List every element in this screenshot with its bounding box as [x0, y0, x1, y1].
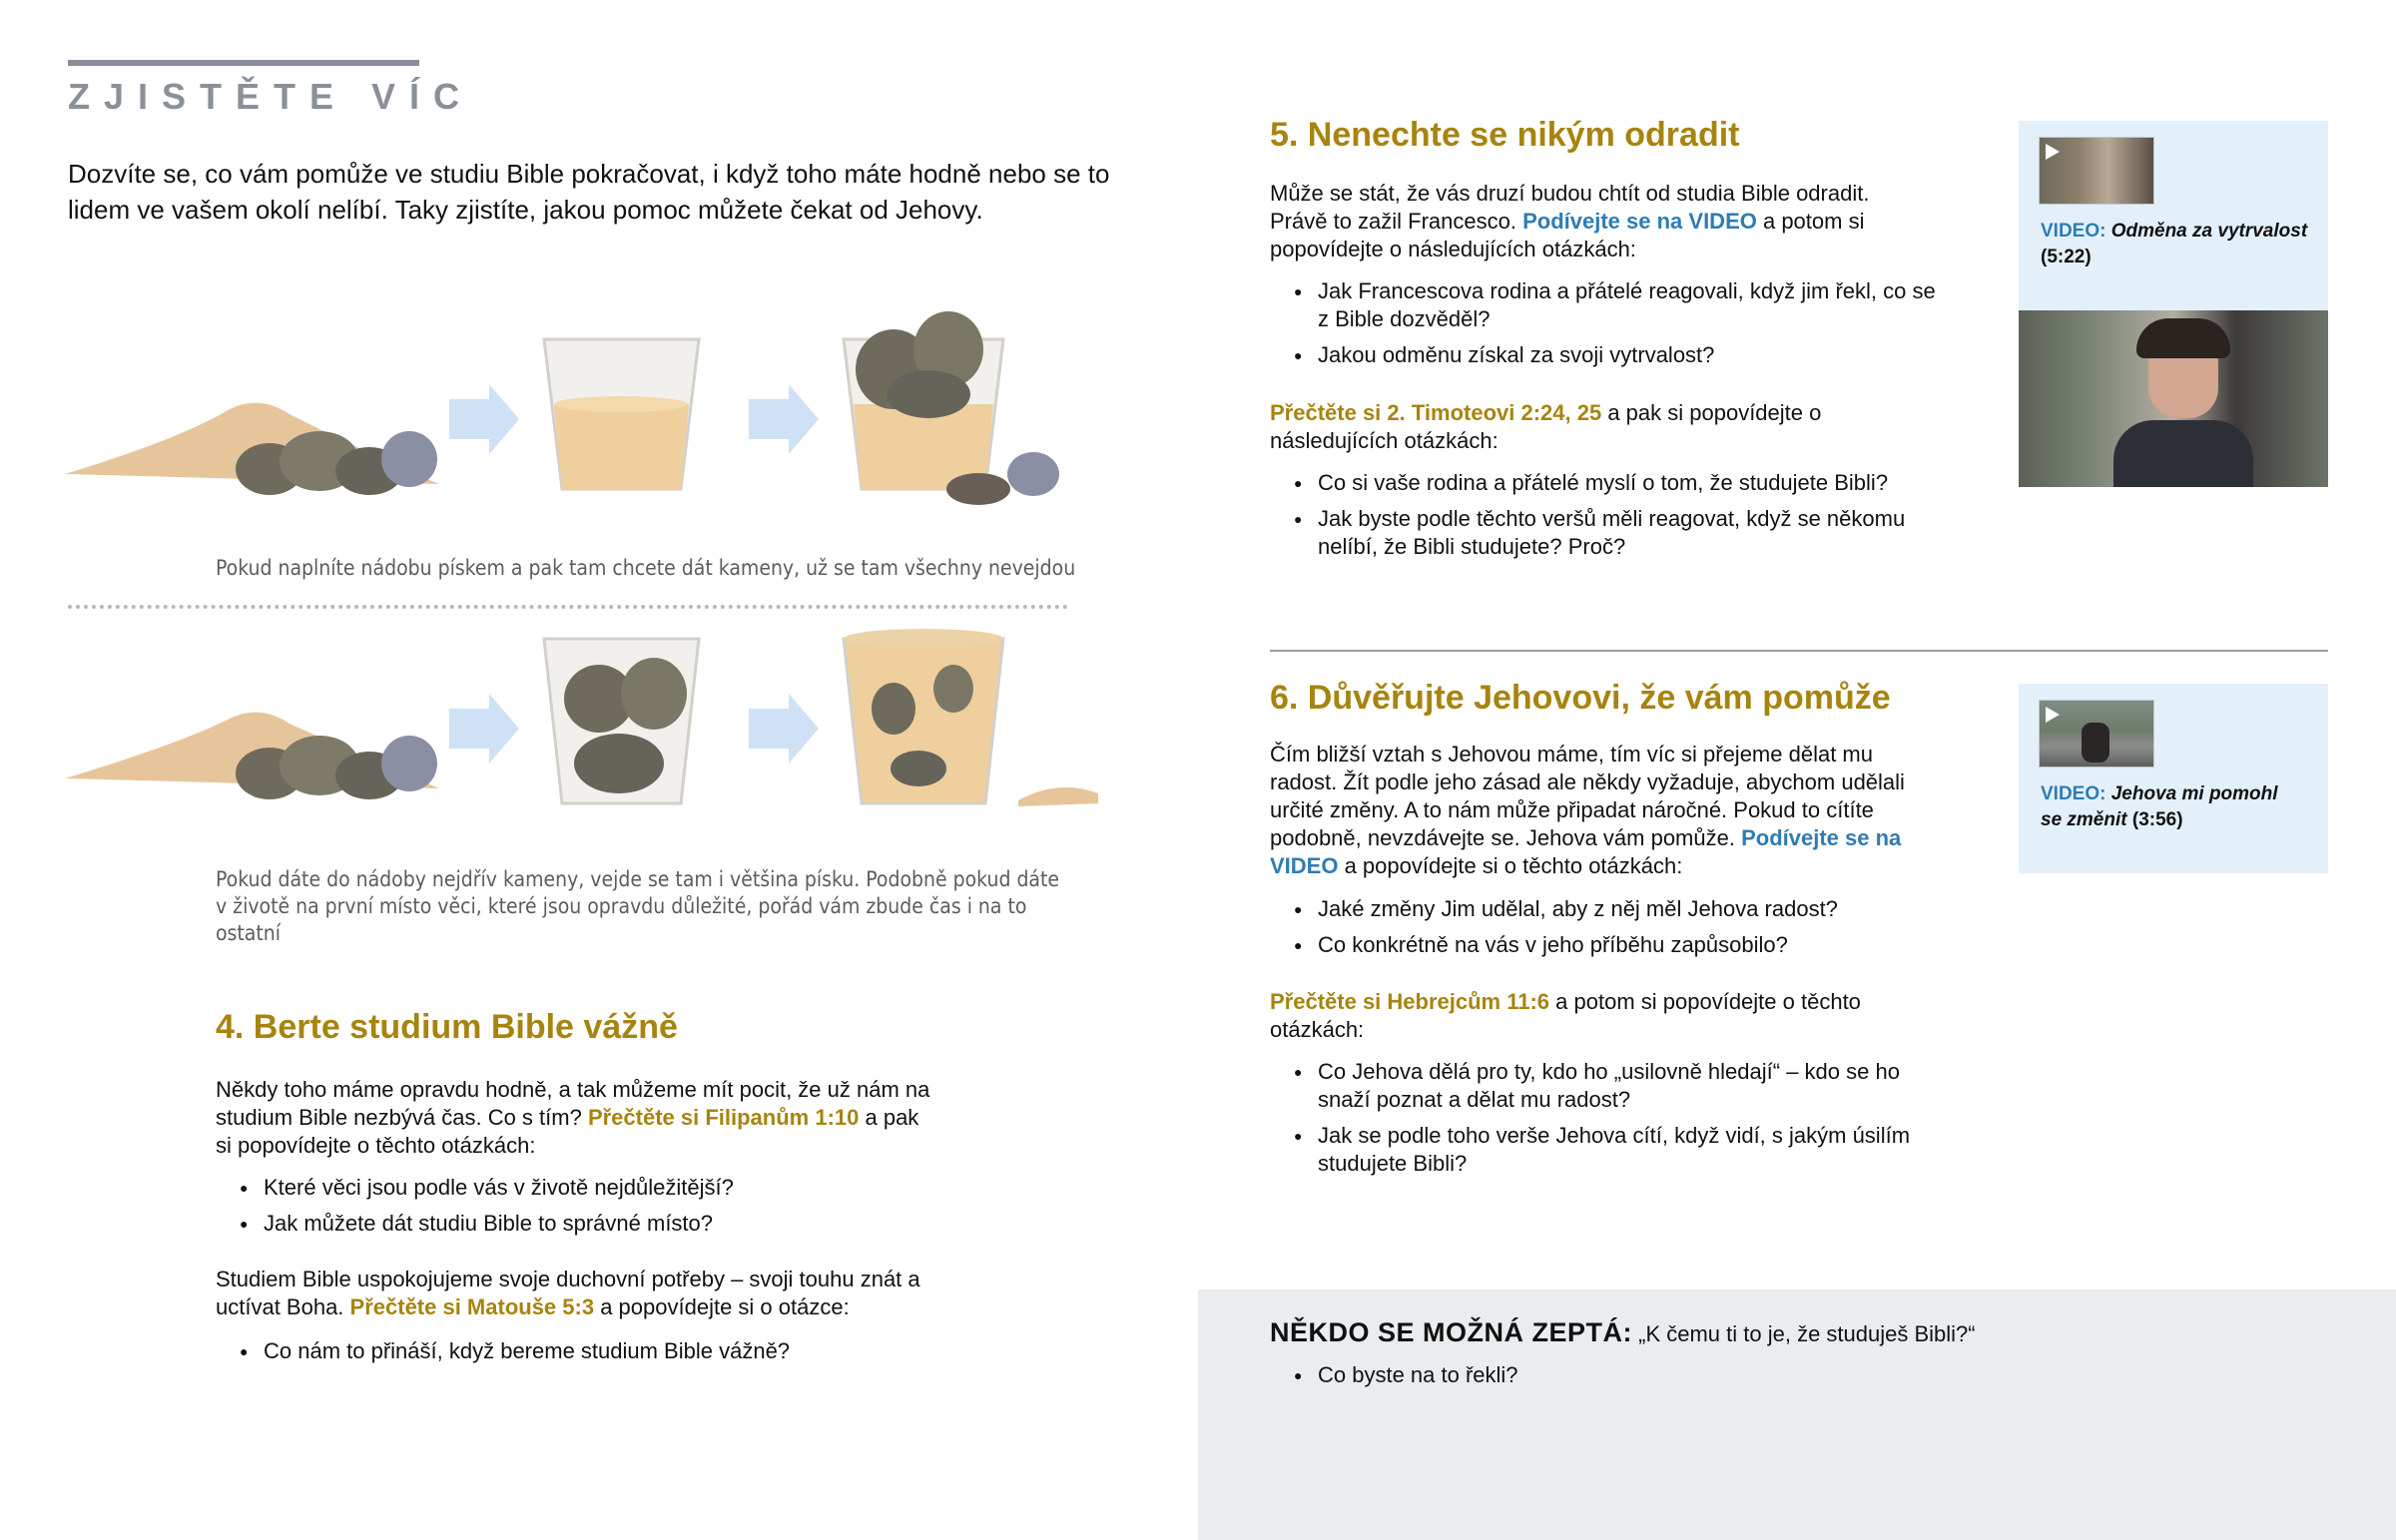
dotted-divider [68, 605, 1068, 609]
play-icon[interactable] [2046, 144, 2060, 160]
list-item: ● Co si vaše rodina a přátelé myslí o tom, že studujete Bibli? [1270, 469, 1949, 497]
bible-ref-hebrejcum[interactable]: Přečtěte si Hebrejcům 11:6 [1270, 989, 1550, 1014]
list-item: ● Co byste na to řekli? [1270, 1361, 1869, 1389]
illustration-caption-1: Pokud naplníte nádobu pískem a pak tam chcete dát kameny, už se tam všechny nevejdou [216, 556, 1076, 580]
list-item: ● Které věci jsou podle vás v životě nejdůležitější? [216, 1174, 954, 1202]
section-divider [1270, 650, 2328, 652]
ask-question: „K čemu ti to je, že studuješ Bibli?“ [1632, 1321, 1976, 1346]
video-caption-6: VIDEO: Jehova mi pomohl se změnit (3:56) [2041, 783, 2278, 830]
caption-2-line-1: Pokud dáte do nádoby nejdřív kameny, vejde se tam i většina písku. Podobně pokud dáte [216, 867, 1060, 891]
play-icon[interactable] [2046, 707, 2060, 723]
video-link-6[interactable]: Podívejte se na VIDEO [1270, 825, 1902, 878]
video-caption-5: VIDEO: Odměna za vytrvalost (5:22) [2041, 221, 2308, 267]
section-6-questions-1 [1270, 895, 1949, 967]
section-4-questions-1 [216, 1174, 954, 1246]
illustration-stones-first [60, 629, 1118, 838]
ask-bullets [1270, 1361, 1869, 1397]
list-item: ● Jaké změny Jim udělal, aby z něj měl Jehova radost? [1270, 895, 1949, 923]
bible-ref-filipanum[interactable]: Přečtěte si Filipanům 1:10 [587, 1105, 860, 1130]
list-item: ● Jak se podle toho verše Jehova cítí, když vidí, s jakým úsilím studujete Bibli? [1270, 1122, 1949, 1178]
video-thumbnail[interactable] [2039, 700, 2154, 768]
list-item: ● Jak můžete dát studiu Bible to správné místo? [216, 1210, 954, 1238]
ask-heading: NĚKDO SE MOŽNÁ ZEPTÁ: [1270, 1317, 1633, 1347]
bible-ref-timoteovi[interactable]: Přečtěte si 2. Timoteovi 2:24, 25 [1270, 400, 1602, 425]
rider-figure [2082, 723, 2109, 763]
section-4-title: 4. Berte studium Bible vážně [216, 1008, 678, 1046]
header-rule [68, 60, 419, 66]
list-item: ● Co nám to přináší, když bereme studium Bible vážně? [216, 1337, 954, 1365]
someone-may-ask-panel [1198, 1289, 2396, 1540]
list-item: ● Jak Francescova rodina a přátelé reagovali, když jim řekl, co se z Bible dozvěděl? [1270, 277, 1949, 333]
list-item: ● Jakou odměnu získal za svoji vytrvalost? [1270, 341, 1949, 369]
page-header-title: ZJISTĚTE VÍC [68, 76, 474, 117]
section-5-paragraph-1: Může se stát, že vás druzí budou chtít od studia Bible odradit. Právě to zažil Francesco. Podívejte se na VIDEO a potom si popovídejte o následujících otázkách: [1270, 181, 1870, 261]
video-link-5[interactable]: Podívejte se na VIDEO [1522, 209, 1757, 234]
section-4-paragraph-2: Studiem Bible uspokojujeme svoje duchovní potřeby – svoji touhu znát a uctívat Boha. Přečtěte si Matouše 5:3 a popovídejte si o otázce: [216, 1267, 920, 1319]
ask-line [1270, 1317, 1976, 1348]
intro-paragraph: Dozvíte se, co vám pomůže ve studiu Bible pokračovat, i když toho máte hodně nebo se to lidem ve vašem okolí nelíbí. Taky zjistíte, jakou pomoc můžete čekat od Jehovy. [68, 159, 1110, 225]
list-item: ● Co Jehova dělá pro ty, kdo ho „usilovně hledají“ – kdo se ho snaží poznat a dělat mu radost? [1270, 1058, 1949, 1114]
person-jacket [2113, 420, 2253, 487]
section-6-title: 6. Důvěřujte Jehovovi, že vám pomůže [1270, 679, 1891, 717]
list-item: ● Jak byste podle těchto veršů měli reagovat, když se někomu nelíbí, že Bibli studujete? Proč? [1270, 505, 1949, 561]
person-hair [2136, 318, 2230, 358]
section-5-questions-2 [1270, 469, 1949, 569]
section-5-questions-1 [1270, 277, 1949, 377]
video-card-5[interactable] [2019, 121, 2328, 310]
video-thumbnail[interactable] [2039, 137, 2154, 205]
video-card-6[interactable] [2019, 684, 2328, 873]
section-6-paragraph-2: Přečtěte si Hebrejcům 11:6 a potom si popovídejte o těchto otázkách: [1270, 989, 1861, 1042]
section-6-questions-2 [1270, 1058, 1949, 1186]
caption-2-line-2: v životě na první místo věci, které jsou opravdu důležité, pořád vám zbude čas i na to ostatní [216, 894, 1027, 945]
section-5-title: 5. Nenechte se nikým odradit [1270, 116, 1740, 154]
bible-ref-matouse[interactable]: Přečtěte si Matouše 5:3 [349, 1294, 595, 1319]
section-6-paragraph-1: Čím bližší vztah s Jehovou máme, tím víc si přejeme dělat mu radost. Žít podle jeho zásad ale někdy vyžaduje, abychom udělali určité změny. A to nám může připadat náročné. Pokud to cítíte podobně, nevzdávejte se. Jehova vám pomůže. Podívejte se na VIDEO a popovídejte si o těchto otázkách: [1270, 742, 1905, 878]
section-4-questions-2 [216, 1337, 954, 1373]
section-4-paragraph-1: Někdy toho máme opravdu hodně, a tak můžeme mít pocit, že už nám na studium Bible nezbývá čas. Co s tím? Přečtěte si Filipanům 1:10 a pak si popovídejte o těchto otázkách: [216, 1077, 930, 1158]
video-still-image [2019, 310, 2328, 487]
section-5-paragraph-2: Přečtěte si 2. Timoteovi 2:24, 25 a pak si popovídejte o následujících otázkách: [1270, 400, 1822, 453]
illustration-caption-2 [216, 866, 1094, 947]
list-item: ● Co konkrétně na vás v jeho příběhu zapůsobilo? [1270, 931, 1949, 959]
illustration-sand-first [60, 289, 1118, 539]
